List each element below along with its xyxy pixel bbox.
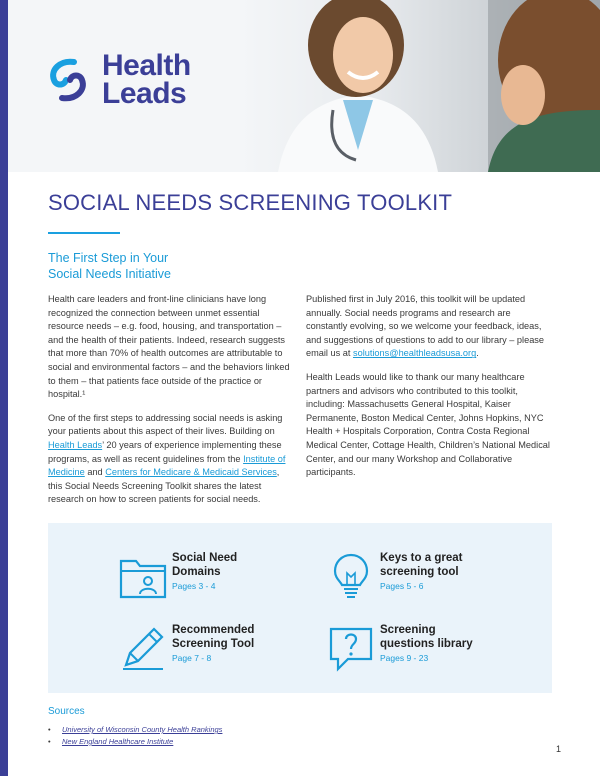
toc-item-keys-to-great-tool[interactable] — [326, 551, 462, 601]
toc-1-title-line-2: Domains — [172, 566, 221, 578]
toc-2-title-line-1: Keys to a great — [380, 552, 463, 564]
logo-line-1: Health — [102, 49, 191, 82]
right-p1-text-a: Published first in July 2016, this toolkit will be updated annually. Social needs programs and research are constantly evolving, so we welcome your feedback, ideas, and suggestions of questions to add to our library – please email us at — [306, 294, 545, 359]
title-underline — [48, 232, 120, 234]
header — [8, 0, 600, 172]
left-p2-text-b: ’ 20 years of experience implementing these programs, as well as recent guidelines from the — [48, 439, 282, 464]
left-paragraph-2 — [48, 412, 296, 507]
source-link-2[interactable]: New England Healthcare Institute — [62, 737, 174, 746]
toc-2-pages: Pages 5 - 6 — [380, 581, 424, 591]
subtitle-line-1: The First Step in Your — [48, 251, 169, 265]
sources-title: Sources — [48, 706, 85, 717]
doctor-patient-photo — [238, 0, 600, 172]
toc-4-title-line-2: questions library — [380, 638, 473, 650]
toc-4-title-line-1: Screening — [380, 624, 436, 636]
source-item: • University of Wisconsin County Health Rankings — [48, 725, 223, 734]
page-number: 1 — [556, 744, 562, 754]
page-title: SOCIAL NEEDS SCREENING TOOLKIT — [48, 190, 453, 215]
folder-user-icon — [118, 551, 168, 601]
left-p2-text-a: One of the first steps to addressing social needs is asking your patients about this aspect of their lives. Building on — [48, 412, 283, 437]
toc-3-title-line-1: Recommended — [172, 624, 255, 636]
lightbulb-icon — [326, 551, 376, 601]
logo-swirl-icon — [44, 56, 92, 104]
section-subtitle — [48, 250, 268, 282]
cms-link[interactable]: Centers for Medicare & Medicaid Services — [105, 467, 277, 478]
left-accent-bar — [0, 0, 8, 776]
health-leads-link[interactable]: Health Leads — [48, 439, 103, 450]
toc-item-questions-library[interactable] — [326, 623, 473, 673]
logo-line-2: Leads — [102, 77, 187, 110]
toc-1-title-line-1: Social Need — [172, 552, 238, 564]
source-link-1[interactable]: University of Wisconsin County Health Rankings — [62, 725, 223, 734]
toc-2-title-line-2: screening tool — [380, 566, 459, 578]
right-p1-text-b: . — [476, 348, 479, 359]
logo-text — [102, 49, 191, 110]
left-column — [48, 293, 296, 517]
right-paragraph-1 — [306, 293, 554, 361]
health-leads-logo — [44, 49, 191, 110]
toc-callout-box — [48, 523, 552, 693]
left-p2-text-d: , this Social Needs Screening Toolkit shares the latest research on how to screen patients for social needs. — [48, 467, 280, 505]
right-paragraph-2: Health Leads would like to thank our many healthcare partners and advisors who contributed to this toolkit, including: Massachusetts General Hospital, Kaiser Permanente, Boston Medical Center, Johns Hopkins, NYC Health + Hospitals Corporation, Contra Costa Regional Medical Center, Cottage Health, Children’s National Medical Center, and our many Workshop and Collaborative participants. — [306, 371, 550, 478]
institute-of-medicine-link[interactable]: Institute of Medicine — [48, 453, 286, 478]
pencil-icon — [118, 623, 168, 673]
toc-item-recommended-tool[interactable] — [118, 623, 254, 673]
toc-4-pages: Pages 9 - 23 — [380, 653, 429, 663]
subtitle-line-2: Social Needs Initiative — [48, 267, 171, 281]
toc-3-title-line-2: Screening Tool — [172, 638, 255, 650]
toc-1-pages: Pages 3 - 4 — [172, 581, 216, 591]
left-paragraph-1: Health care leaders and front-line clinicians have long recognized the connection between unmet essential resource needs – e.g. food, housing, and transportation – and the health of their patients. Indeed, research suggests that more than 70% of health outcomes are attributable to social and environmental factors – and the behaviors linked to them – that patients face outside of the practice or hospital.¹ — [48, 294, 290, 400]
right-column — [306, 293, 554, 490]
email-link[interactable]: solutions@healthleadsusa.org — [352, 348, 477, 359]
source-item: • New England Healthcare Institute — [48, 737, 174, 746]
toc-item-social-need-domains[interactable] — [118, 551, 237, 601]
sources-list — [48, 724, 222, 748]
question-bubble-icon — [326, 623, 376, 673]
left-p2-text-c: and — [84, 467, 106, 478]
toc-3-pages: Page 7 - 8 — [172, 653, 212, 663]
